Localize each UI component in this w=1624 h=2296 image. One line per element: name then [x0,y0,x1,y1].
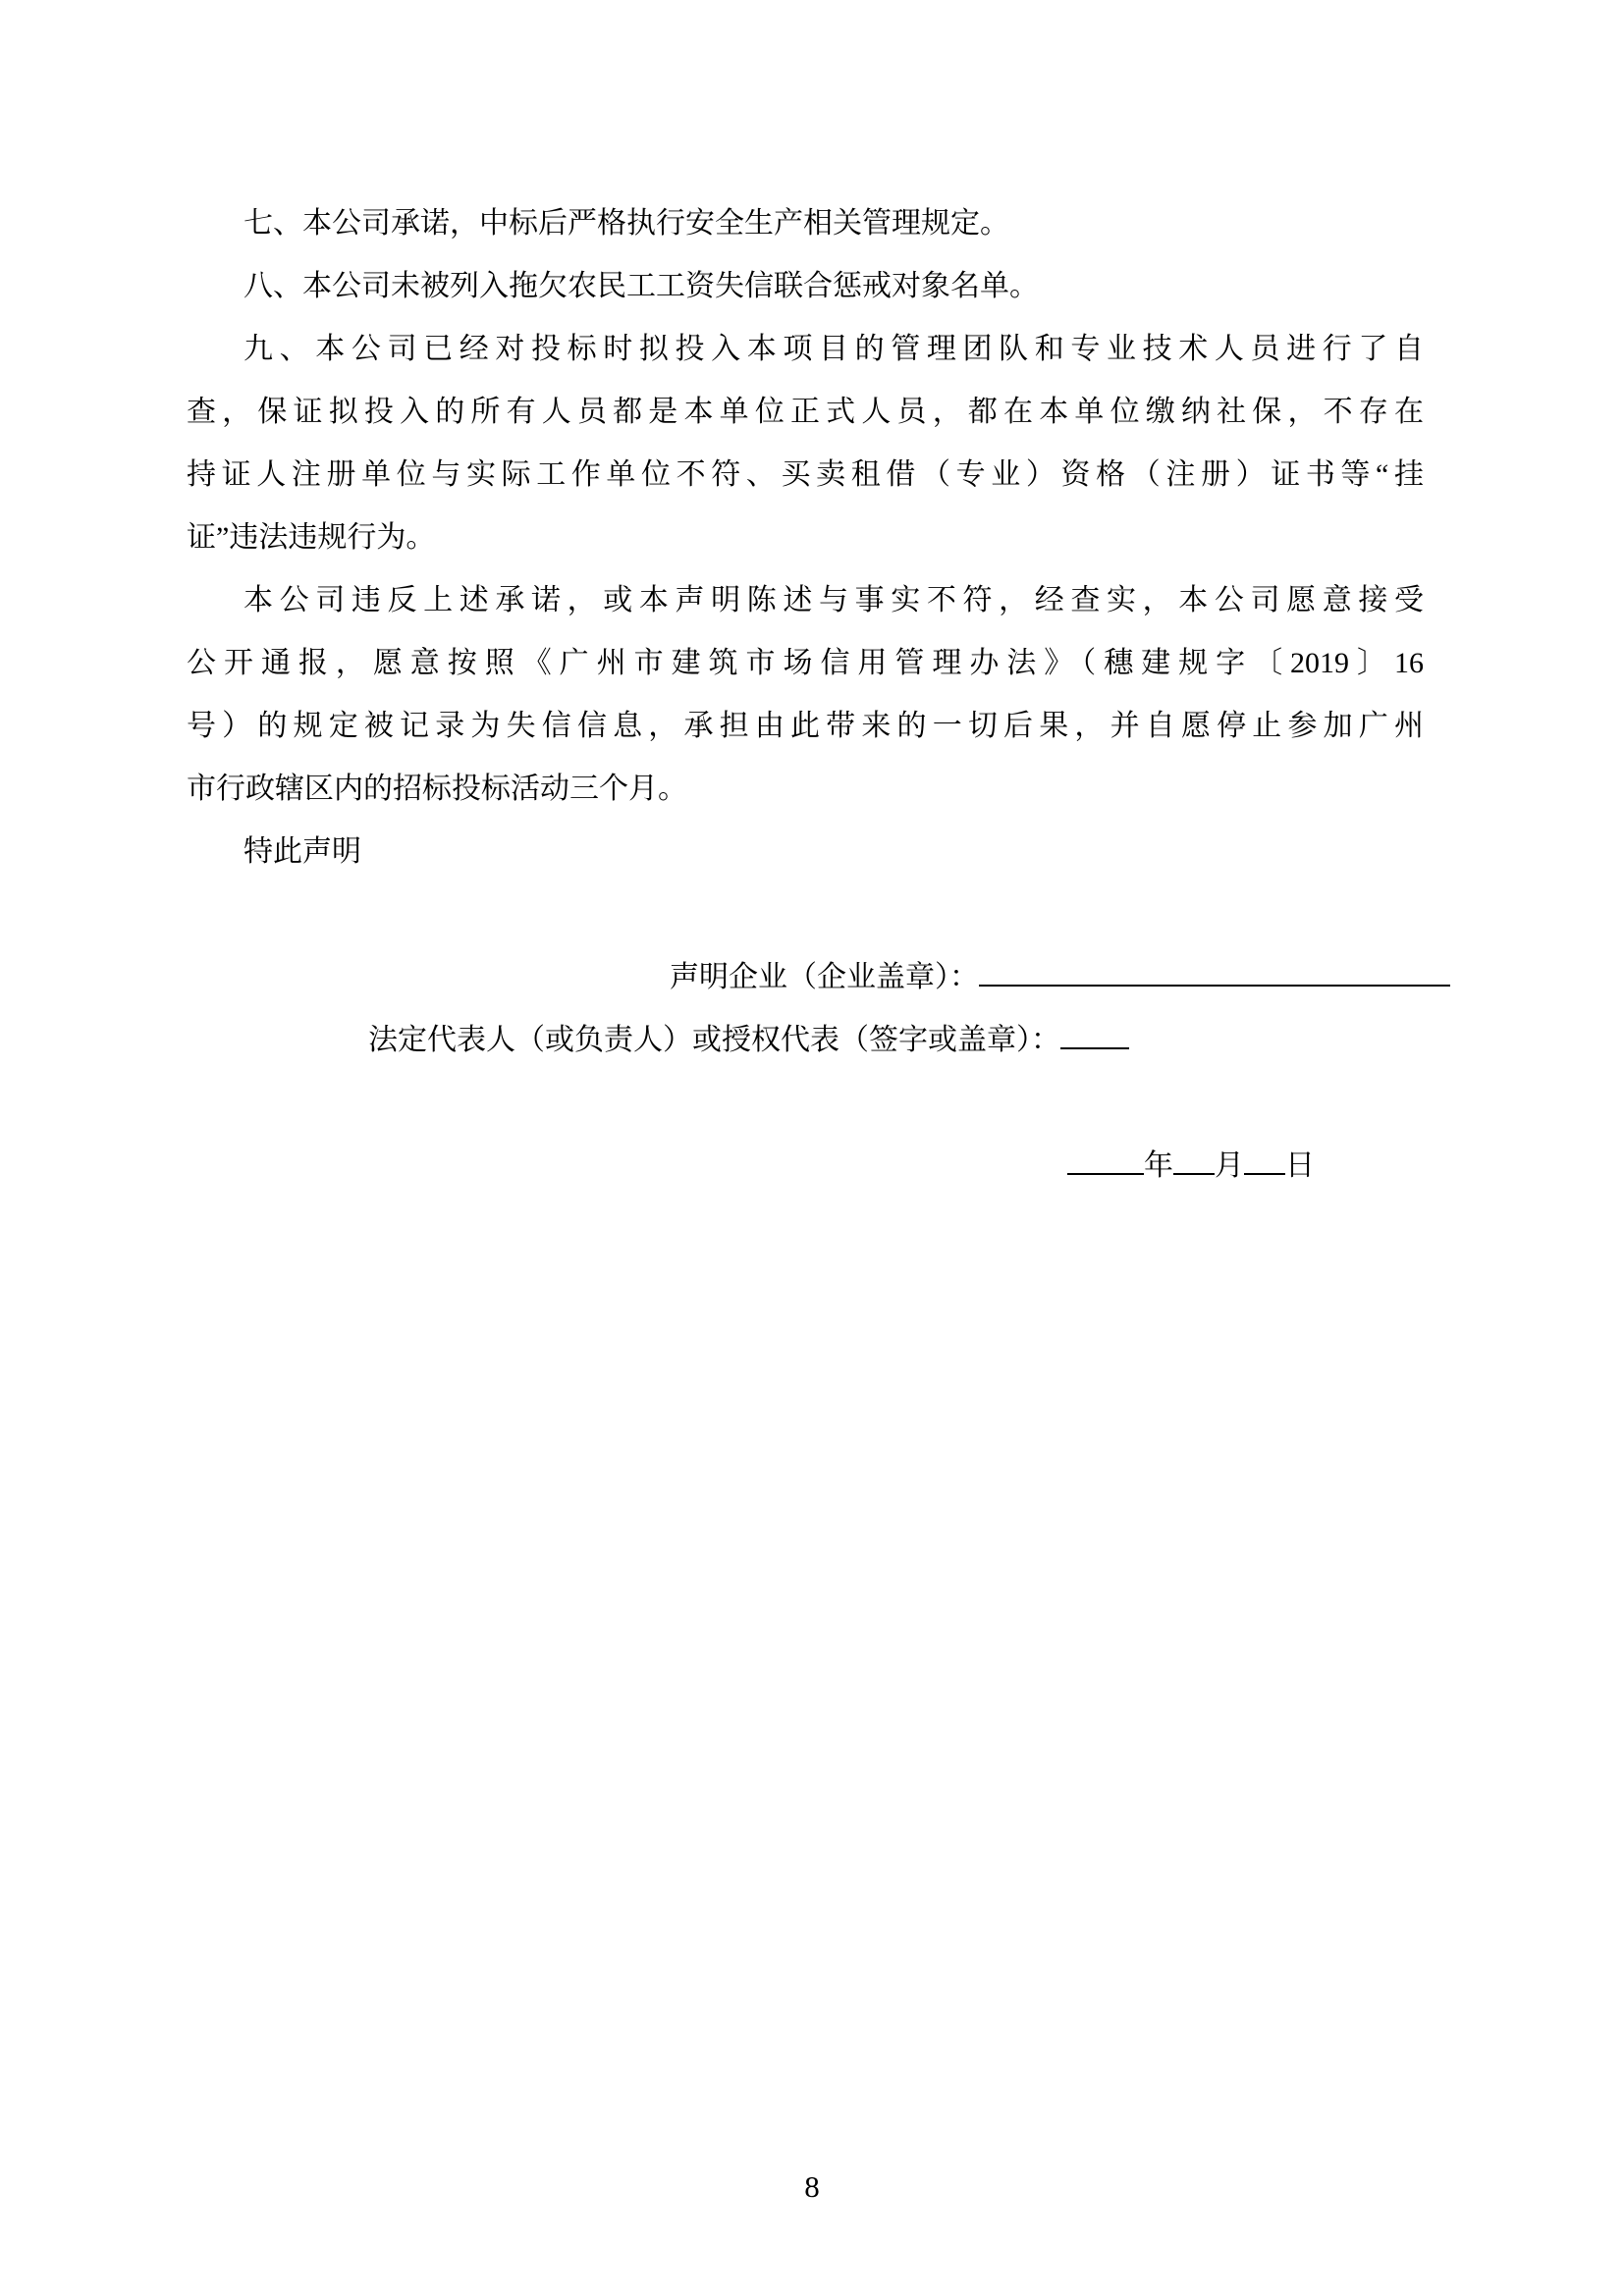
clause-nine-line-1: 九、本公司已经对投标时拟投入本项目的管理团队和专业技术人员进行了自 [244,333,1424,365]
company-signature-line [670,946,1450,1009]
date-month-label: 月 [1215,1149,1244,1182]
clause-eight: 八、本公司未被列入拖欠农民工工资失信联合惩戒对象名单。 [244,270,1039,302]
closing-statement: 特此声明 [244,835,361,868]
violation-clause-line-2: 公开通报，愿意按照《广州市建筑市场信用管理办法》（穗建规字〔2019〕16 [187,647,1424,679]
representative-signature-line [368,1009,1129,1072]
company-seal-blank-line [979,953,1450,987]
date-month-blank-line [1173,1142,1215,1175]
date-year-label: 年 [1144,1149,1173,1182]
clause-nine-line-4: 证”违法违规行为。 [187,521,436,554]
company-signature-label: 声明企业（企业盖章）： [670,961,979,993]
violation-clause-line-4: 市行政辖区内的招标投标活动三个月。 [187,773,687,805]
representative-signature-label: 法定代表人（或负责人）或授权代表（签字或盖章）： [368,1024,1060,1056]
page-number: 8 [804,2169,820,2204]
date-day-blank-line [1244,1142,1285,1175]
clause-seven: 七、本公司承诺，中标后严格执行安全生产相关管理规定。 [244,207,1009,240]
clause-nine-line-3: 持证人注册单位与实际工作单位不符、买卖租借（专业）资格（注册）证书等“挂 [187,458,1424,491]
date-year-blank-line [1067,1142,1144,1175]
violation-clause-line-1: 本公司违反上述承诺，或本声明陈述与事实不符，经查实，本公司愿意接受 [244,584,1424,616]
violation-clause-line-3: 号）的规定被记录为失信信息，承担由此带来的一切后果，并自愿停止参加广州 [187,710,1424,742]
representative-signature-blank-line [1060,1016,1129,1049]
date-line [1067,1135,1315,1198]
date-day-label: 日 [1285,1149,1315,1182]
clause-nine-line-2: 查，保证拟投入的所有人员都是本单位正式人员，都在本单位缴纳社保，不存在 [187,396,1424,428]
